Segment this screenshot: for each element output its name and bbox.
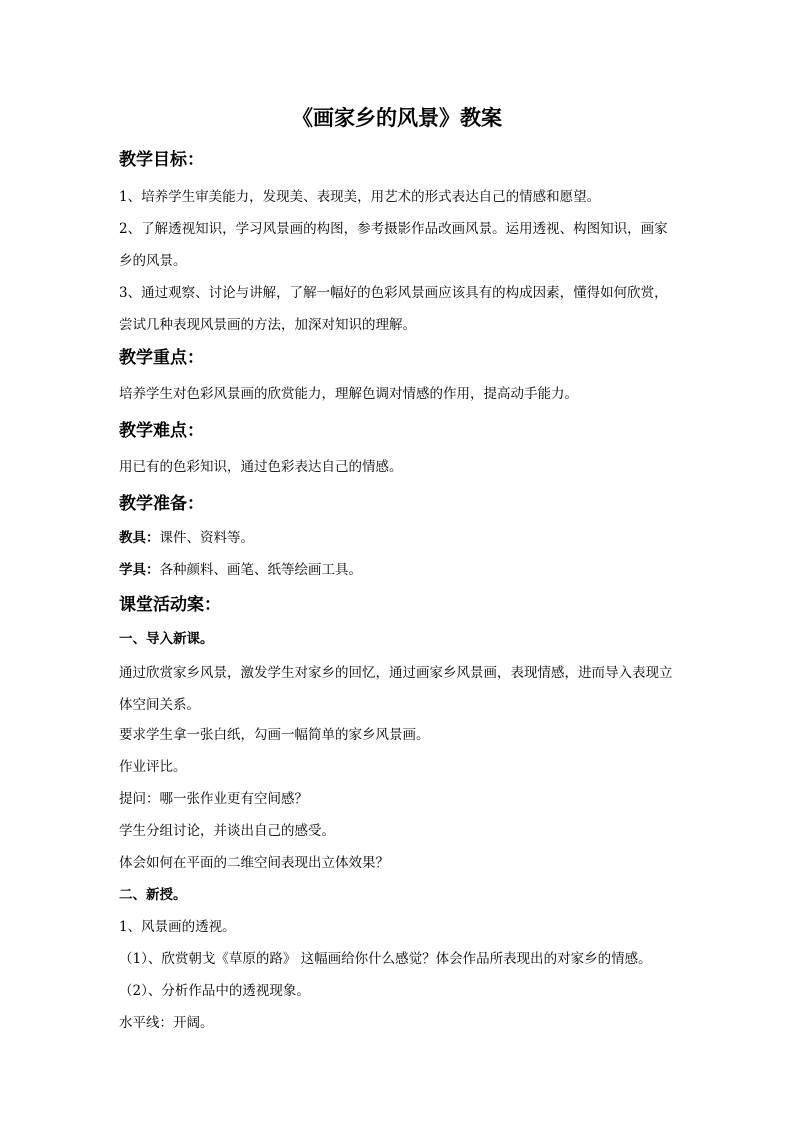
objective-item-3: 3、通过观察、讨论与讲解，了解一幅好的色彩风景画应该具有的构成因素，懂得如何欣赏，尝试几种表现风景画的方法，加深对知识的理解。 — [119, 285, 668, 333]
part1-line-4: 提问：哪一张作业更有空间感？ — [119, 791, 308, 807]
objective-item-1: 1、培养学生审美能力，发现美、表现美，用艺术的形式表达自己的情感和愿望。 — [119, 189, 601, 205]
student-tools-text: 各种颜料、画笔、纸等绘画工具。 — [159, 562, 362, 578]
heading-preparation: 教学准备： — [119, 494, 204, 514]
heading-activities: 课堂活动案： — [119, 595, 221, 615]
teacher-tools-label: 教具： — [119, 530, 160, 546]
heading-key-points: 教学重点： — [119, 348, 204, 368]
difficulties-text: 用已有的色彩知识，通过色彩表达自己的情感。 — [119, 459, 403, 475]
part2-line-3: （2）、分析作品中的透视现象。 — [119, 983, 310, 999]
part1-line-2: 要求学生拿一张白纸，勾画一幅简单的家乡风景画。 — [119, 727, 430, 743]
part1-line-5: 学生分组讨论，并谈出自己的感受。 — [119, 823, 335, 839]
part2-title: 二、新授。 — [119, 887, 187, 903]
objective-item-2: 2、了解透视知识，学习风景画的构图，参考摄影作品改画风景。运用透视、构图知识，画家乡的风景。 — [119, 221, 668, 269]
part1-line-6: 体会如何在平面的二维空间表现出立体效果？ — [119, 855, 389, 871]
part1-line-1: 通过欣赏家乡风景，激发学生对家乡的回忆，通过画家乡风景画，表现情感，进而导入表现立体空间关系。 — [119, 665, 673, 713]
part2-line-4: 水平线：开阔。 — [119, 1015, 214, 1031]
part1-title: 一、导入新课。 — [119, 631, 214, 647]
key-points-text: 培养学生对色彩风景画的欣赏能力，理解色调对情感的作用，提高动手能力。 — [119, 386, 578, 402]
teacher-tools-text: 课件、资料等。 — [159, 530, 254, 546]
part2-line-2: （1）、欣赏朝戈《草原的路》 这幅画给你什么感觉？体会作品所表现出的对家乡的情感。 — [119, 951, 652, 967]
teacher-tools-line — [119, 528, 254, 548]
heading-difficulties: 教学难点： — [119, 421, 204, 441]
part1-line-3: 作业评比。 — [119, 759, 187, 775]
student-tools-label: 学具： — [119, 562, 160, 578]
student-tools-line — [119, 560, 362, 580]
document-title: 《画家乡的风景》教案 — [292, 105, 502, 130]
part2-line-1: 1、风景画的透视。 — [119, 919, 236, 935]
heading-objectives: 教学目标： — [119, 150, 204, 170]
